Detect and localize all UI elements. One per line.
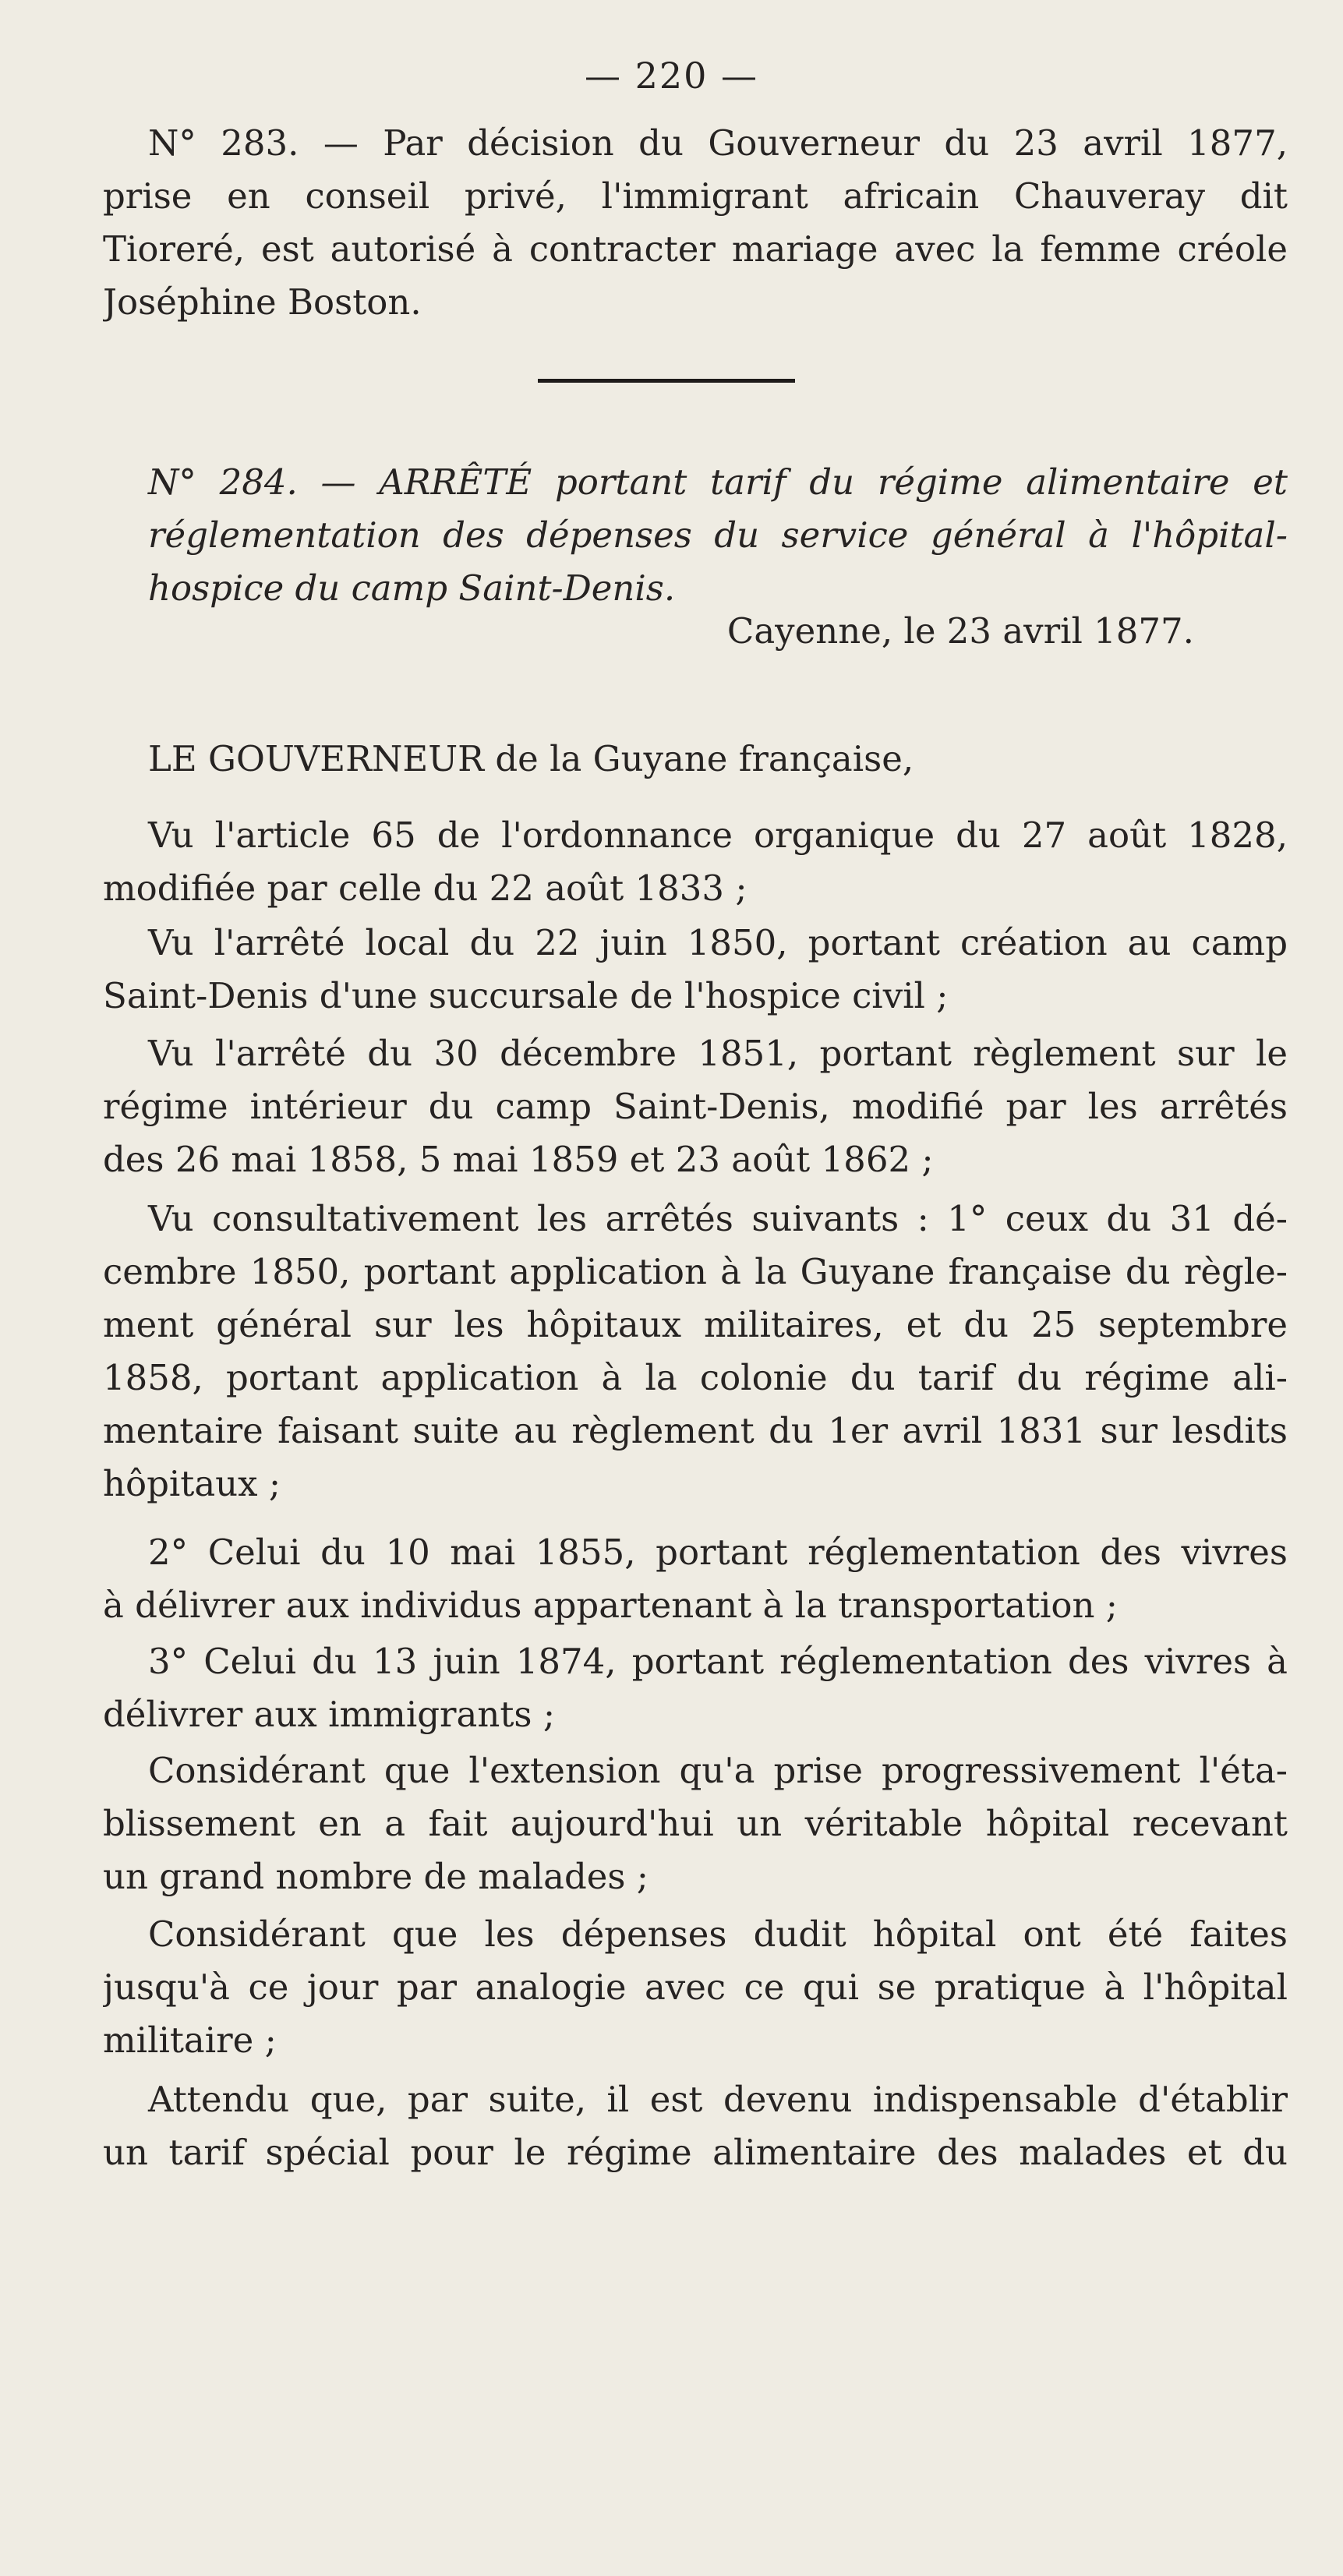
body-line: blissement en a fait aujourd'hui un véritable hôpital recevant bbox=[103, 1803, 1288, 1844]
place-date: Cayenne, le 23 avril 1877. bbox=[726, 610, 1194, 652]
place-date-block bbox=[103, 605, 1288, 658]
body-line: hôpitaux ; bbox=[103, 1463, 281, 1504]
governor-line: LE GOUVERNEUR de la Guyane française, bbox=[148, 738, 914, 779]
paragraph-9 bbox=[103, 2073, 1288, 2179]
body-line: Vu l'arrêté local du 22 juin 1850, portant création au camp bbox=[148, 922, 1288, 963]
entry-283-line: prise en conseil privé, l'immigrant africain Chauveray dit bbox=[103, 175, 1288, 217]
entry-283-line: N° 283. — Par décision du Gouverneur du 23 avril 1877, bbox=[148, 122, 1288, 164]
body-line: 2° Celui du 10 mai 1855, portant réglementation des vivres bbox=[148, 1532, 1288, 1573]
body-line: Considérant que les dépenses dudit hôpital ont été faites bbox=[148, 1913, 1288, 1955]
body-line: Considérant que l'extension qu'a prise progressivement l'éta- bbox=[148, 1750, 1288, 1791]
heading-line: hospice du camp Saint-Denis. bbox=[148, 567, 676, 609]
paragraph-2 bbox=[103, 917, 1288, 1023]
paragraph-1 bbox=[103, 809, 1288, 915]
body-line: Saint-Denis d'une succursale de l'hospice civil ; bbox=[103, 975, 949, 1016]
entry-283-line: Tioreré, est autorisé à contracter mariage avec la femme créole bbox=[103, 228, 1288, 270]
body-line: 1858, portant application à la colonie du tarif du régime ali- bbox=[103, 1357, 1288, 1398]
paragraph-3 bbox=[103, 1027, 1288, 1186]
entry-283-line: Joséphine Boston. bbox=[103, 281, 422, 323]
body-line: ment général sur les hôpitaux militaires, et du 25 septembre bbox=[103, 1304, 1288, 1345]
paragraph-7 bbox=[103, 1744, 1288, 1903]
body-line: militaire ; bbox=[103, 2019, 277, 2061]
body-line: Vu consultativement les arrêtés suivants : 1° ceux du 31 dé- bbox=[148, 1198, 1288, 1239]
body-line: un grand nombre de malades ; bbox=[103, 1856, 649, 1897]
separator-rule bbox=[538, 379, 795, 383]
entry-284-heading bbox=[103, 456, 1288, 615]
heading-line: réglementation des dépenses du service général à l'hôpital- bbox=[148, 514, 1288, 556]
heading-line: N° 284. — ARRÊTÉ portant tarif du régime alimentaire et bbox=[148, 461, 1288, 503]
body-line: un tarif spécial pour le régime alimentaire des malades et du bbox=[103, 2132, 1288, 2173]
body-line: cembre 1850, portant application à la Guyane française du règle- bbox=[103, 1251, 1288, 1292]
paragraph-8 bbox=[103, 1908, 1288, 2067]
body-line: à délivrer aux individus appartenant à la transportation ; bbox=[103, 1585, 1118, 1626]
body-line: Attendu que, par suite, il est devenu indispensable d'établir bbox=[148, 2079, 1288, 2120]
paragraph-6 bbox=[103, 1635, 1288, 1741]
body-line: modifiée par celle du 22 août 1833 ; bbox=[103, 868, 747, 909]
page-number: — 220 — bbox=[584, 55, 759, 97]
body-line: des 26 mai 1858, 5 mai 1859 et 23 août 1862 ; bbox=[103, 1139, 934, 1180]
body-line: Vu l'article 65 de l'ordonnance organique du 27 août 1828, bbox=[148, 814, 1288, 856]
body-line: 3° Celui du 13 juin 1874, portant réglementation des vivres à bbox=[148, 1641, 1288, 1682]
body-line: Vu l'arrêté du 30 décembre 1851, portant règlement sur le bbox=[148, 1033, 1288, 1074]
governor-block bbox=[103, 733, 1288, 786]
paragraph-5 bbox=[103, 1526, 1288, 1632]
entry-283 bbox=[103, 117, 1288, 329]
paragraph-4 bbox=[103, 1193, 1288, 1511]
body-line: mentaire faisant suite au règlement du 1er avril 1831 sur lesdits bbox=[103, 1410, 1288, 1451]
body-line: régime intérieur du camp Saint-Denis, modifié par les arrêtés bbox=[103, 1086, 1288, 1127]
body-line: jusqu'à ce jour par analogie avec ce qui se pratique à l'hôpital bbox=[103, 1966, 1288, 2008]
body-line: délivrer aux immigrants ; bbox=[103, 1694, 555, 1735]
